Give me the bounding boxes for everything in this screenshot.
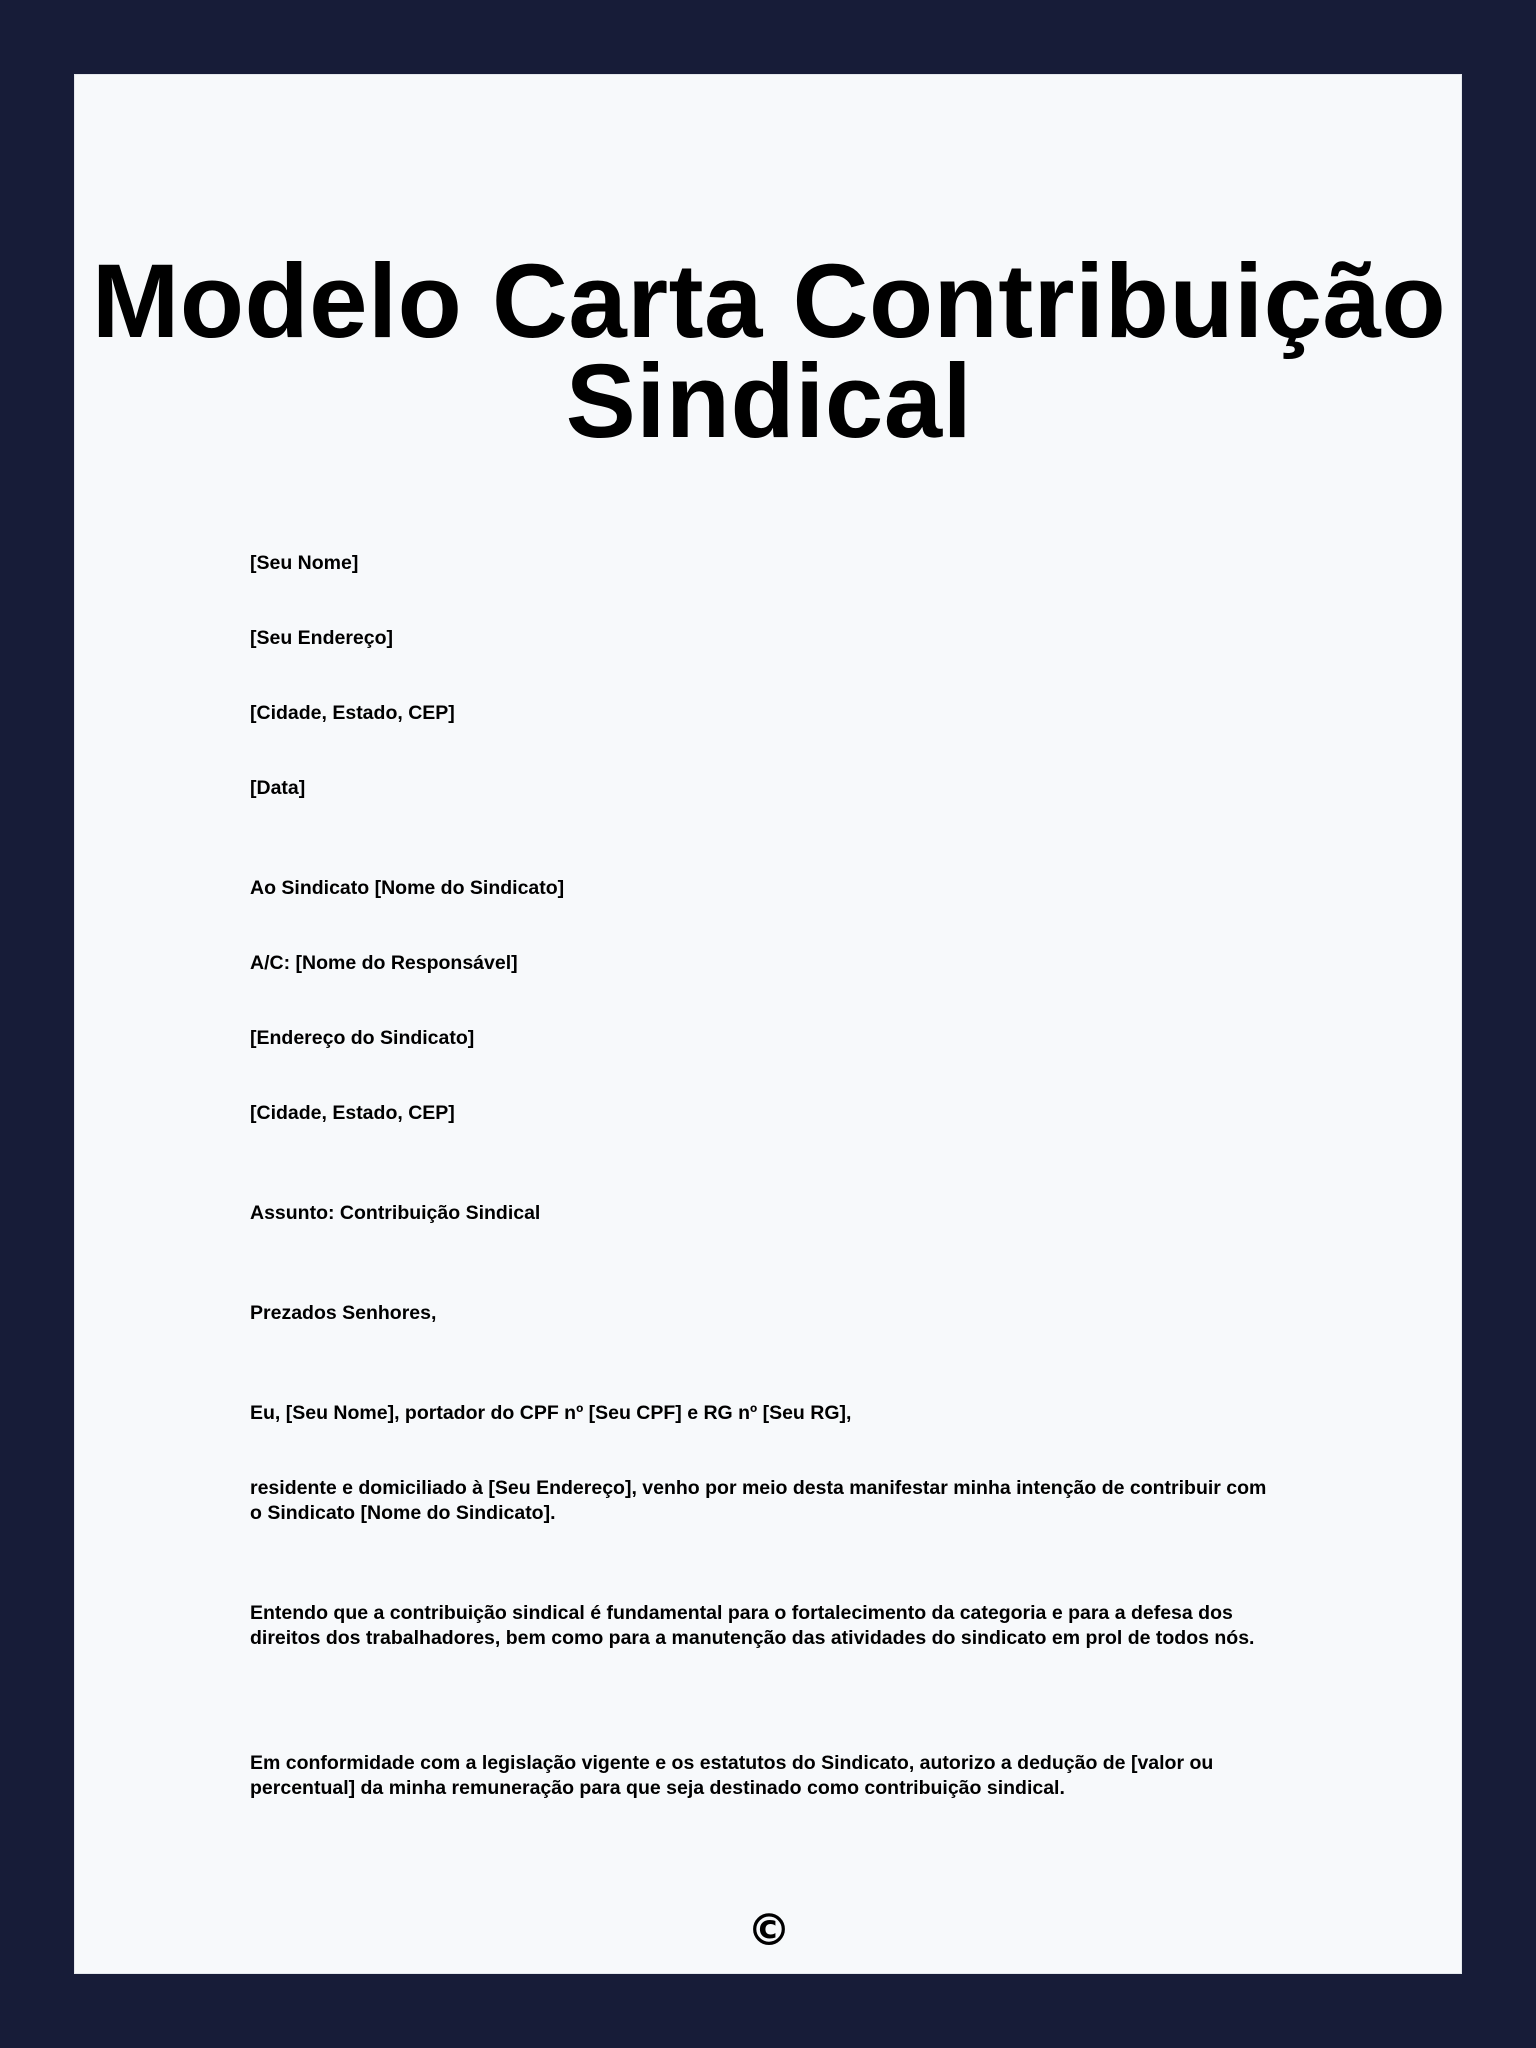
sender-address: [Seu Endereço] [250, 627, 394, 649]
letter-subject: Assunto: Contribuição Sindical [250, 1202, 541, 1224]
recipient-address: [Endereço do Sindicato] [250, 1027, 475, 1049]
letter-paragraph: residente e domiciliado à [Seu Endereço], venho por meio desta manifestar minha intenção de contribuir com o Sindicato [Nome do Sindicato]. [250, 1477, 1272, 1524]
letter-paragraph: Em conformidade com a legislação vigente e os estatutos do Sindicato, autorizo a dedução de [valor ou percentual] da minha remuneração para que seja destinado como contribuição sindical. [250, 1752, 1219, 1799]
sender-city-state-zip: [Cidade, Estado, CEP] [250, 702, 455, 724]
page-title: Modelo Carta Contribuição Sindical [91, 243, 1447, 460]
recipient-city-state-zip: [Cidade, Estado, CEP] [250, 1102, 455, 1124]
copyright-icon: © [747, 1905, 791, 1956]
sender-name: [Seu Nome] [250, 552, 359, 574]
recipient-attention: A/C: [Nome do Responsável] [250, 952, 518, 974]
letter-date: [Data] [250, 777, 306, 799]
recipient-union: Ao Sindicato [Nome do Sindicato] [250, 877, 565, 899]
letter-paragraph: Eu, [Seu Nome], portador do CPF nº [Seu CPF] e RG nº [Seu RG], [250, 1402, 852, 1424]
letter-salutation: Prezados Senhores, [250, 1302, 437, 1324]
document-page [74, 74, 1462, 1974]
letter-paragraph: Entendo que a contribuição sindical é fundamental para o fortalecimento da categoria e para a defesa dos direitos dos trabalhadores, bem como para a manutenção das atividades do sindicato em prol de todos nós. [250, 1602, 1255, 1649]
